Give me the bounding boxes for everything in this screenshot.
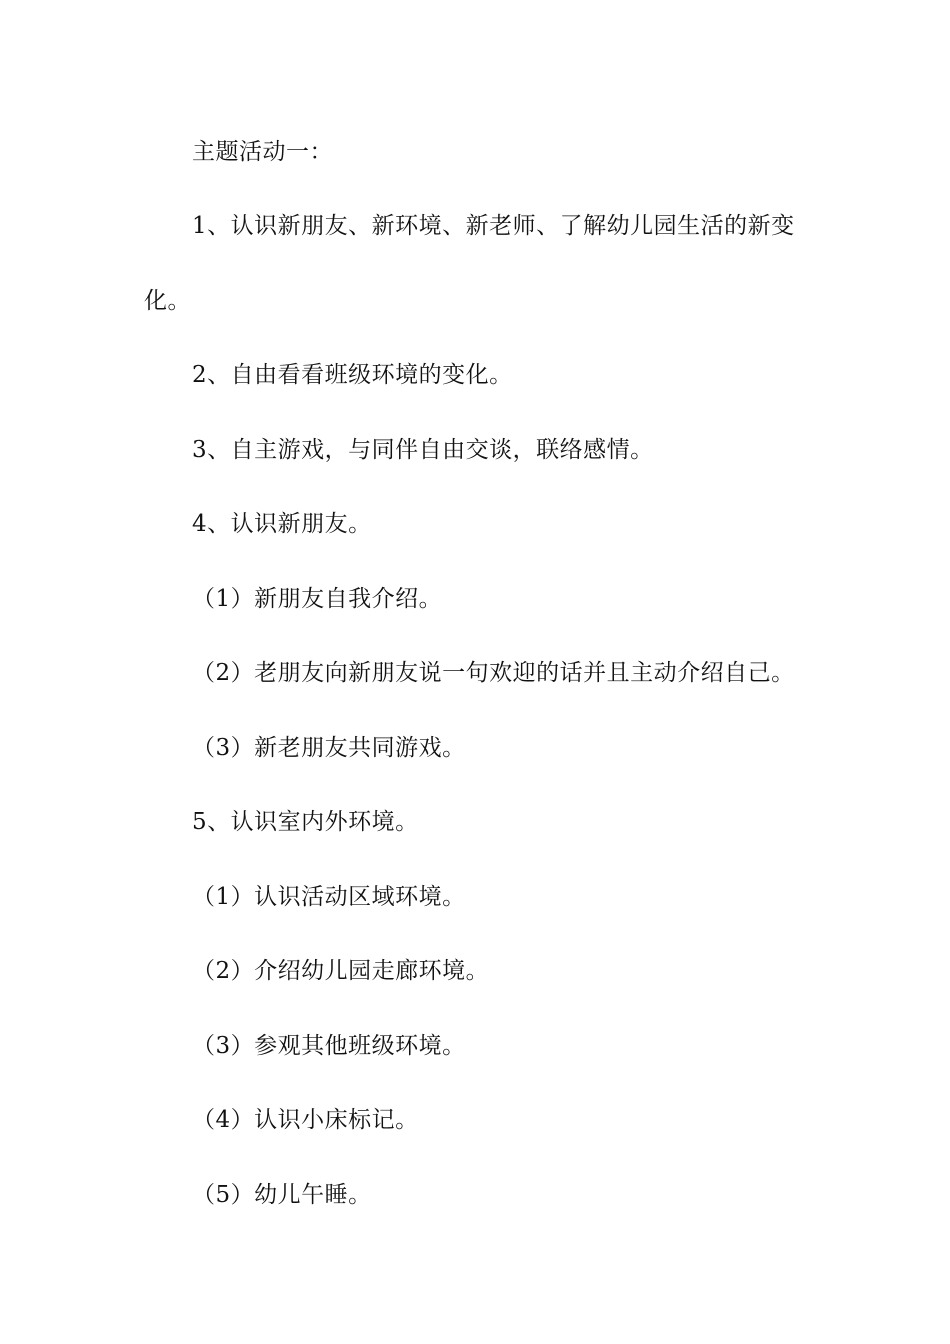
paragraph-line: （2）介绍幼儿园走廊环境。: [192, 958, 490, 984]
paragraph-line: 3、自主游戏，与同伴自由交谈，联络感情。: [192, 437, 654, 463]
paragraph-line: （3）参观其他班级环境。: [192, 1033, 466, 1059]
paragraph-line: （4）认识小床标记。: [192, 1107, 419, 1133]
paragraph-line: （1）认识活动区域环境。: [192, 884, 466, 910]
paragraph-line: （3）新老朋友共同游戏。: [192, 735, 466, 761]
paragraph-line: 化。: [144, 288, 191, 314]
paragraph-line: （2）老朋友向新朋友说一句欢迎的话并且主动介绍自己。: [192, 660, 795, 686]
paragraph-line: （1）新朋友自我介绍。: [192, 586, 443, 612]
section-heading: 主题活动一：: [192, 139, 333, 165]
paragraph-line: 1、认识新朋友、新环境、新老师、了解幼儿园生活的新变: [192, 213, 795, 239]
paragraph-line: 5、认识室内外环境。: [192, 809, 419, 835]
paragraph-line: 4、认识新朋友。: [192, 511, 372, 537]
paragraph-line: （5）幼儿午睡。: [192, 1182, 372, 1208]
paragraph-line: 2、自由看看班级环境的变化。: [192, 362, 513, 388]
